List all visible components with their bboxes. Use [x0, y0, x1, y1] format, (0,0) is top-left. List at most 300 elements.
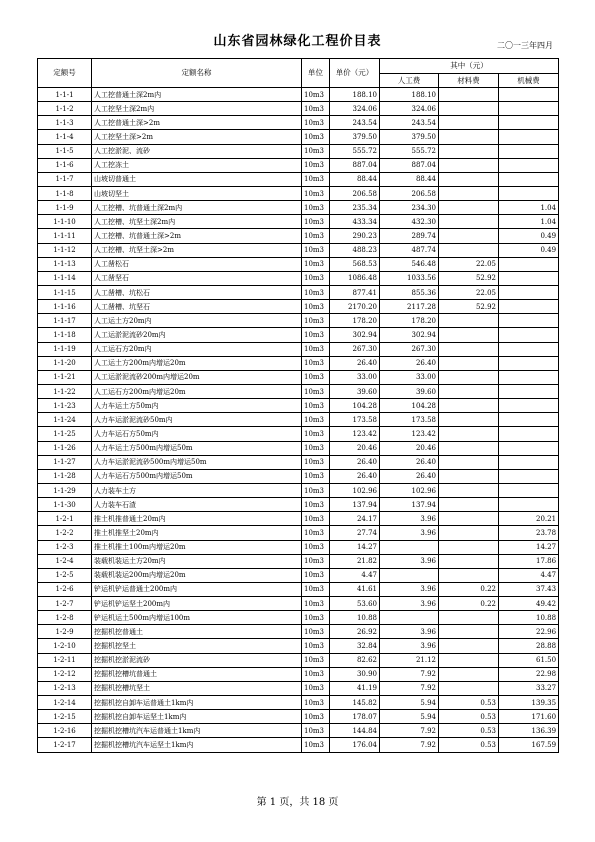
table-row: [38, 88, 559, 102]
cell-price: 1086.48: [330, 271, 380, 285]
cell-material: [439, 201, 499, 215]
cell-name: 人工凿松石: [92, 257, 302, 271]
cell-labor: 267.30: [380, 342, 439, 356]
cell-machine: 61.50: [499, 653, 559, 667]
cell-machine: [499, 427, 559, 441]
cell-price: 568.53: [330, 257, 380, 271]
cell-name: 推土机推普通土20m内: [92, 512, 302, 526]
cell-code: 1-2-6: [38, 582, 92, 596]
price-table: [37, 58, 559, 753]
cell-name: 挖掘机挖自卸车运普通土1km内: [92, 696, 302, 710]
cell-material: [439, 568, 499, 582]
cell-material: [439, 172, 499, 186]
cell-name: 人力车运淤泥流砂500m内增运50m: [92, 455, 302, 469]
cell-code: 1-1-1: [38, 88, 92, 102]
table-row: [38, 611, 559, 625]
cell-machine: [499, 413, 559, 427]
cell-price: 41.19: [330, 681, 380, 695]
page-footer: 第 1 页，共 18 页: [256, 797, 339, 808]
cell-material: [439, 356, 499, 370]
table-row: [38, 667, 559, 681]
cell-machine: [499, 172, 559, 186]
header-price: 单价（元）: [330, 59, 380, 88]
cell-code: 1-2-1: [38, 512, 92, 526]
cell-machine: 1.04: [499, 201, 559, 215]
cell-labor: [380, 540, 439, 554]
cell-machine: 0.49: [499, 229, 559, 243]
cell-material: 0.53: [439, 696, 499, 710]
cell-unit: 10m3: [302, 102, 330, 116]
table-row: [38, 696, 559, 710]
cell-machine: [499, 116, 559, 130]
cell-unit: 10m3: [302, 611, 330, 625]
table-row: [38, 102, 559, 116]
cell-price: 290.23: [330, 229, 380, 243]
cell-name: 人工运土方200m内增运20m: [92, 356, 302, 370]
cell-material: [439, 314, 499, 328]
cell-labor: 3.96: [380, 625, 439, 639]
table-row: [38, 413, 559, 427]
cell-labor: 3.96: [380, 597, 439, 611]
table-row: [38, 681, 559, 695]
cell-name: 装载机装运200m内增运20m: [92, 568, 302, 582]
table-row: [38, 215, 559, 229]
table-row: [38, 257, 559, 271]
cell-name: 挖掘机挖槽坑坚土: [92, 681, 302, 695]
date-label: 二〇一三年四月: [497, 41, 553, 50]
cell-name: 铲运机铲运坚土200m内: [92, 597, 302, 611]
table-row: [38, 455, 559, 469]
cell-unit: 10m3: [302, 172, 330, 186]
cell-name: 人工凿槽、坑坚石: [92, 300, 302, 314]
table-row: [38, 526, 559, 540]
cell-labor: 21.12: [380, 653, 439, 667]
cell-material: [439, 483, 499, 497]
cell-machine: [499, 285, 559, 299]
cell-machine: [499, 469, 559, 483]
cell-labor: 5.94: [380, 696, 439, 710]
cell-material: [439, 342, 499, 356]
table-row: [38, 201, 559, 215]
cell-labor: 555.72: [380, 144, 439, 158]
cell-unit: 10m3: [302, 342, 330, 356]
cell-unit: 10m3: [302, 144, 330, 158]
cell-price: 26.92: [330, 625, 380, 639]
cell-labor: 123.42: [380, 427, 439, 441]
cell-machine: 23.78: [499, 526, 559, 540]
header-labor: 人工费: [380, 74, 439, 88]
cell-unit: 10m3: [302, 469, 330, 483]
table-row: [38, 582, 559, 596]
cell-unit: 10m3: [302, 597, 330, 611]
cell-price: 178.20: [330, 314, 380, 328]
cell-machine: [499, 271, 559, 285]
cell-name: 人力装车石渣: [92, 498, 302, 512]
cell-labor: 855.36: [380, 285, 439, 299]
cell-code: 1-2-11: [38, 653, 92, 667]
cell-labor: 7.92: [380, 724, 439, 738]
cell-name: 人工挖槽、坑普通土深>2m: [92, 229, 302, 243]
cell-machine: [499, 356, 559, 370]
cell-code: 1-2-9: [38, 625, 92, 639]
cell-labor: 3.96: [380, 512, 439, 526]
cell-code: 1-2-4: [38, 554, 92, 568]
table-row: [38, 116, 559, 130]
table-body: [38, 88, 559, 753]
cell-machine: 139.35: [499, 696, 559, 710]
cell-labor: 289.74: [380, 229, 439, 243]
cell-material: [439, 667, 499, 681]
cell-unit: 10m3: [302, 554, 330, 568]
table-row: [38, 356, 559, 370]
cell-machine: 0.49: [499, 243, 559, 257]
cell-labor: 3.96: [380, 582, 439, 596]
table-row: [38, 441, 559, 455]
cell-material: [439, 653, 499, 667]
cell-unit: 10m3: [302, 88, 330, 102]
cell-material: [439, 158, 499, 172]
cell-material: 52.92: [439, 300, 499, 314]
header-material: 材料费: [439, 74, 499, 88]
cell-machine: 22.98: [499, 667, 559, 681]
cell-labor: [380, 611, 439, 625]
cell-unit: 10m3: [302, 512, 330, 526]
cell-unit: 10m3: [302, 384, 330, 398]
cell-price: 21.82: [330, 554, 380, 568]
cell-code: 1-1-22: [38, 384, 92, 398]
cell-machine: [499, 102, 559, 116]
cell-price: 267.30: [330, 342, 380, 356]
cell-code: 1-2-12: [38, 667, 92, 681]
cell-material: [439, 639, 499, 653]
cell-machine: [499, 130, 559, 144]
cell-name: 人工挖普通土深2m内: [92, 88, 302, 102]
cell-name: 人工运土方20m内: [92, 314, 302, 328]
cell-code: 1-2-13: [38, 681, 92, 695]
cell-name: 人工挖普通土深>2m: [92, 116, 302, 130]
cell-name: 挖掘机挖淤泥流砂: [92, 653, 302, 667]
cell-material: [439, 512, 499, 526]
cell-code: 1-1-9: [38, 201, 92, 215]
table-row: [38, 512, 559, 526]
cell-unit: 10m3: [302, 625, 330, 639]
cell-unit: 10m3: [302, 582, 330, 596]
cell-machine: 10.88: [499, 611, 559, 625]
table-row: [38, 158, 559, 172]
cell-code: 1-1-20: [38, 356, 92, 370]
cell-material: [439, 130, 499, 144]
cell-code: 1-2-15: [38, 710, 92, 724]
cell-price: 555.72: [330, 144, 380, 158]
cell-material: [439, 186, 499, 200]
cell-price: 488.23: [330, 243, 380, 257]
cell-name: 挖掘机挖普通土: [92, 625, 302, 639]
cell-unit: 10m3: [302, 186, 330, 200]
cell-unit: 10m3: [302, 667, 330, 681]
table-row: [38, 130, 559, 144]
table-row: [38, 370, 559, 384]
cell-price: 102.96: [330, 483, 380, 497]
table-row: [38, 399, 559, 413]
cell-labor: 302.94: [380, 328, 439, 342]
cell-name: 山坡切普通土: [92, 172, 302, 186]
cell-material: [439, 469, 499, 483]
cell-material: [439, 144, 499, 158]
table-row: [38, 554, 559, 568]
cell-code: 1-2-17: [38, 738, 92, 752]
cell-unit: 10m3: [302, 568, 330, 582]
cell-price: 88.44: [330, 172, 380, 186]
cell-machine: [499, 300, 559, 314]
cell-unit: 10m3: [302, 639, 330, 653]
cell-unit: 10m3: [302, 441, 330, 455]
cell-labor: 102.96: [380, 483, 439, 497]
table-row: [38, 738, 559, 752]
cell-price: 53.60: [330, 597, 380, 611]
cell-material: [439, 413, 499, 427]
cell-name: 人工挖淤泥、流砂: [92, 144, 302, 158]
cell-price: 4.47: [330, 568, 380, 582]
cell-material: [439, 116, 499, 130]
cell-material: [439, 681, 499, 695]
cell-labor: 887.04: [380, 158, 439, 172]
cell-labor: 7.92: [380, 738, 439, 752]
cell-material: [439, 498, 499, 512]
cell-price: 123.42: [330, 427, 380, 441]
cell-labor: 2117.28: [380, 300, 439, 314]
cell-name: 人工运石方200m内增运20m: [92, 384, 302, 398]
cell-machine: 136.39: [499, 724, 559, 738]
cell-labor: 173.58: [380, 413, 439, 427]
cell-machine: 171.60: [499, 710, 559, 724]
header-machine: 机械费: [499, 74, 559, 88]
cell-name: 铲运机运土500m内增运100m: [92, 611, 302, 625]
cell-name: 人力车运土方50m内: [92, 399, 302, 413]
cell-machine: [499, 483, 559, 497]
cell-machine: 49.42: [499, 597, 559, 611]
cell-unit: 10m3: [302, 498, 330, 512]
cell-material: 22.05: [439, 285, 499, 299]
cell-machine: [499, 498, 559, 512]
cell-code: 1-1-24: [38, 413, 92, 427]
cell-material: [439, 399, 499, 413]
cell-unit: 10m3: [302, 710, 330, 724]
cell-labor: 546.48: [380, 257, 439, 271]
table-row: [38, 540, 559, 554]
cell-code: 1-2-3: [38, 540, 92, 554]
cell-unit: 10m3: [302, 696, 330, 710]
cell-unit: 10m3: [302, 285, 330, 299]
cell-material: [439, 554, 499, 568]
cell-name: 挖掘机挖坚土: [92, 639, 302, 653]
cell-machine: [499, 328, 559, 342]
cell-name: 人工挖槽、坑坚土深2m内: [92, 215, 302, 229]
cell-name: 铲运机铲运普通土200m内: [92, 582, 302, 596]
cell-unit: 10m3: [302, 158, 330, 172]
cell-name: 人力车运土方500m内增运50m: [92, 441, 302, 455]
cell-price: 188.10: [330, 88, 380, 102]
cell-name: 人工运淤泥流砂200m内增运20m: [92, 370, 302, 384]
cell-unit: 10m3: [302, 257, 330, 271]
cell-price: 10.88: [330, 611, 380, 625]
cell-name: 人工挖冻土: [92, 158, 302, 172]
cell-unit: 10m3: [302, 681, 330, 695]
cell-machine: 17.86: [499, 554, 559, 568]
cell-price: 144.84: [330, 724, 380, 738]
cell-name: 人力车运石方50m内: [92, 427, 302, 441]
cell-unit: 10m3: [302, 215, 330, 229]
cell-machine: [499, 144, 559, 158]
cell-name: 人力车运淤泥流砂50m内: [92, 413, 302, 427]
cell-material: [439, 384, 499, 398]
cell-price: 82.62: [330, 653, 380, 667]
cell-code: 1-1-14: [38, 271, 92, 285]
cell-code: 1-1-30: [38, 498, 92, 512]
cell-labor: 432.30: [380, 215, 439, 229]
cell-price: 32.84: [330, 639, 380, 653]
cell-unit: 10m3: [302, 413, 330, 427]
cell-machine: 1.04: [499, 215, 559, 229]
table-row: [38, 653, 559, 667]
cell-unit: 10m3: [302, 653, 330, 667]
cell-labor: 234.30: [380, 201, 439, 215]
header-of-which: 其中（元）: [380, 59, 559, 74]
cell-material: [439, 328, 499, 342]
table-row: [38, 469, 559, 483]
cell-code: 1-1-26: [38, 441, 92, 455]
cell-machine: 22.96: [499, 625, 559, 639]
cell-code: 1-2-2: [38, 526, 92, 540]
table-row: [38, 285, 559, 299]
cell-unit: 10m3: [302, 483, 330, 497]
table-row: [38, 172, 559, 186]
cell-material: [439, 88, 499, 102]
cell-name: 人工挖槽、坑坚土深>2m: [92, 243, 302, 257]
cell-unit: 10m3: [302, 314, 330, 328]
cell-machine: [499, 342, 559, 356]
cell-unit: 10m3: [302, 243, 330, 257]
cell-price: 137.94: [330, 498, 380, 512]
cell-unit: 10m3: [302, 738, 330, 752]
cell-labor: 88.44: [380, 172, 439, 186]
table-row: [38, 144, 559, 158]
cell-material: [439, 215, 499, 229]
cell-code: 1-1-2: [38, 102, 92, 116]
cell-price: 2170.20: [330, 300, 380, 314]
cell-material: [439, 102, 499, 116]
cell-labor: 206.58: [380, 186, 439, 200]
cell-code: 1-1-16: [38, 300, 92, 314]
cell-material: [439, 229, 499, 243]
cell-machine: 37.43: [499, 582, 559, 596]
table-row: [38, 724, 559, 738]
table-row: [38, 342, 559, 356]
table-row: [38, 328, 559, 342]
cell-code: 1-1-6: [38, 158, 92, 172]
cell-material: 0.22: [439, 582, 499, 596]
cell-unit: 10m3: [302, 201, 330, 215]
cell-machine: [499, 186, 559, 200]
table-row: [38, 384, 559, 398]
cell-code: 1-1-21: [38, 370, 92, 384]
table-row: [38, 271, 559, 285]
cell-price: 104.28: [330, 399, 380, 413]
cell-machine: 20.21: [499, 512, 559, 526]
cell-material: [439, 455, 499, 469]
cell-machine: 4.47: [499, 568, 559, 582]
table-row: [38, 498, 559, 512]
cell-code: 1-1-5: [38, 144, 92, 158]
cell-name: 人力车运石方500m内增运50m: [92, 469, 302, 483]
cell-machine: [499, 88, 559, 102]
cell-price: 41.61: [330, 582, 380, 596]
table-row: [38, 483, 559, 497]
table-row: [38, 300, 559, 314]
cell-material: 0.22: [439, 597, 499, 611]
table-row: [38, 427, 559, 441]
cell-price: 877.41: [330, 285, 380, 299]
cell-price: 27.74: [330, 526, 380, 540]
cell-price: 24.17: [330, 512, 380, 526]
cell-unit: 10m3: [302, 540, 330, 554]
cell-labor: 188.10: [380, 88, 439, 102]
cell-price: 433.34: [330, 215, 380, 229]
cell-code: 1-1-3: [38, 116, 92, 130]
cell-price: 26.40: [330, 469, 380, 483]
header-code: 定额号: [38, 59, 92, 88]
cell-material: [439, 370, 499, 384]
cell-labor: 104.28: [380, 399, 439, 413]
cell-name: 推土机推土100m内增运20m: [92, 540, 302, 554]
cell-material: 22.05: [439, 257, 499, 271]
cell-machine: [499, 370, 559, 384]
cell-price: 39.60: [330, 384, 380, 398]
cell-code: 1-1-12: [38, 243, 92, 257]
cell-labor: 178.20: [380, 314, 439, 328]
cell-code: 1-1-19: [38, 342, 92, 356]
cell-name: 山坡切坚土: [92, 186, 302, 200]
cell-machine: 28.88: [499, 639, 559, 653]
cell-unit: 10m3: [302, 130, 330, 144]
cell-material: [439, 526, 499, 540]
cell-price: 887.04: [330, 158, 380, 172]
cell-labor: 39.60: [380, 384, 439, 398]
cell-name: 人工运石方20m内: [92, 342, 302, 356]
table-row: [38, 710, 559, 724]
cell-material: [439, 611, 499, 625]
cell-price: 176.04: [330, 738, 380, 752]
cell-labor: 243.54: [380, 116, 439, 130]
cell-code: 1-2-7: [38, 597, 92, 611]
cell-price: 206.58: [330, 186, 380, 200]
cell-name: 推土机推坚土20m内: [92, 526, 302, 540]
cell-name: 人工挖槽、坑普通土深2m内: [92, 201, 302, 215]
cell-material: [439, 441, 499, 455]
cell-name: 人工凿槽、坑松石: [92, 285, 302, 299]
cell-labor: 3.96: [380, 639, 439, 653]
cell-unit: 10m3: [302, 229, 330, 243]
cell-price: 30.90: [330, 667, 380, 681]
cell-code: 1-2-8: [38, 611, 92, 625]
cell-labor: 20.46: [380, 441, 439, 455]
cell-price: 14.27: [330, 540, 380, 554]
cell-labor: 5.94: [380, 710, 439, 724]
cell-price: 33.00: [330, 370, 380, 384]
cell-code: 1-1-17: [38, 314, 92, 328]
cell-labor: 26.40: [380, 455, 439, 469]
cell-unit: 10m3: [302, 370, 330, 384]
cell-labor: 1033.56: [380, 271, 439, 285]
